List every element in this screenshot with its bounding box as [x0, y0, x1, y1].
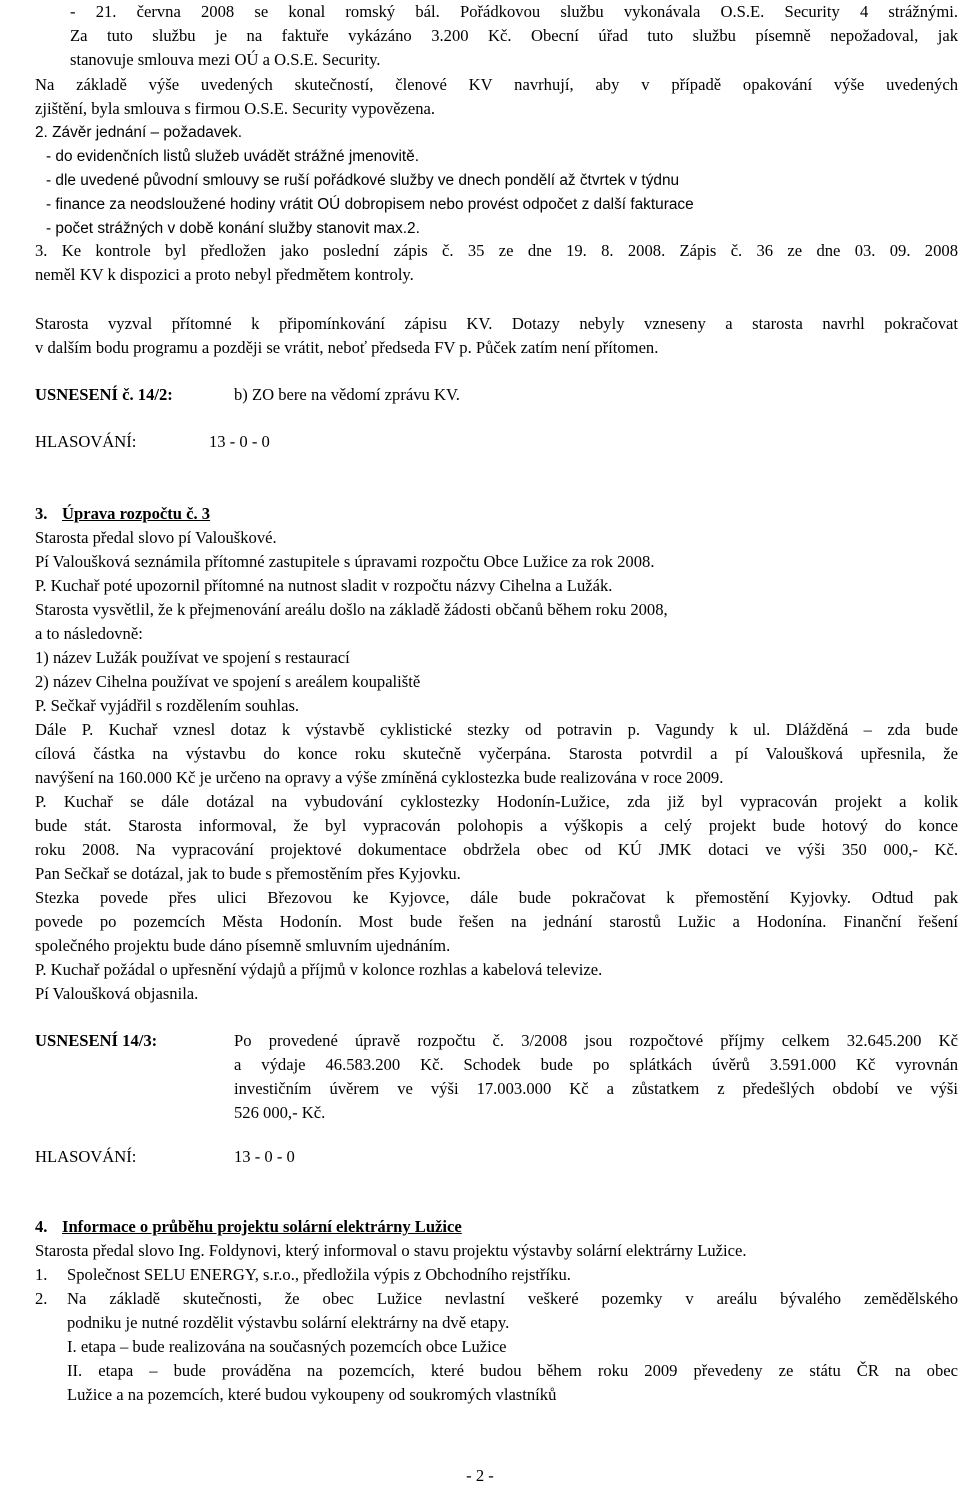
list-item: 1) název Lužák používat ve spojení s restaurací [35, 648, 350, 667]
vote-label: HLASOVÁNÍ: [35, 1147, 137, 1166]
text-line: cílová částka na výstavbu do konce roku skutečně vyčerpána. Starosta potvrdil a pí Valoušková upřesnila, že [35, 744, 958, 763]
text-line: Starosta předal slovo Ing. Foldynovi, který informoval o stavu projektu výstavby solární elektrárny Lužice. [35, 1241, 747, 1260]
resolution-text: investičním úvěrem ve výši 17.003.000 Kč a zůstatkem z předešlých období ve výši [234, 1079, 958, 1098]
list-item: Společnost SELU ENERGY, s.r.o., předložila výpis z Obchodního rejstříku. [67, 1265, 571, 1284]
section-title: Informace o průběhu projektu solární elektrárny Lužice [62, 1217, 462, 1236]
text-line: a to následovně: [35, 624, 143, 643]
vote-label: HLASOVÁNÍ: [35, 432, 137, 451]
text-line: - do evidenčních listů služeb uvádět strážné jmenovitě. [46, 148, 419, 165]
text-line: neměl KV k dispozici a proto nebyl předmětem kontroly. [35, 265, 414, 284]
text-line: - dle uvedené původní smlouvy se ruší pořádkové služby ve dnech pondělí až čtvrtek v týdnu [46, 172, 680, 189]
text-line: Dále P. Kuchař vznesl dotaz k výstavbě cyklistické stezky od potravin p. Vagundy k ul. Dlážděná – zda bude [35, 720, 958, 739]
vote-result: 13 - 0 - 0 [234, 1147, 295, 1166]
resolution-text: a výdaje 46.583.200 Kč. Schodek bude po splátkách úvěrů 3.591.000 Kč vyrovnán [234, 1055, 958, 1074]
list-item: Na základě skutečnosti, že obec Lužice nevlastní veškeré pozemky v areálu bývalého zemědělského [67, 1289, 958, 1308]
list-item: 2) název Cihelna používat ve spojení s areálem koupaliště [35, 672, 421, 691]
resolution-text: b) ZO bere na vědomí zprávu KV. [234, 385, 460, 404]
list-item-continuation: I. etapa – bude realizována na současných pozemcích obce Lužice [67, 1337, 507, 1356]
list-number: 2. [35, 1289, 48, 1308]
text-line: P. Sečkař vyjádřil s rozdělením souhlas. [35, 696, 300, 715]
vote-result: 13 - 0 - 0 [209, 432, 270, 451]
section-title: Úprava rozpočtu č. 3 [62, 504, 211, 523]
list-number: 1. [35, 1265, 48, 1284]
text-line: povede po pozemcích Města Hodonín. Most bude řešen na jednání starostů Lužic a Hodonína. Finanční řešení [35, 912, 958, 931]
text-line: Za tuto službu je na faktuře vykázáno 3.200 Kč. Obecní úřad tuto službu písemně nepožadoval, jak [70, 26, 958, 45]
text-line: Pí Valoušková seznámila přítomné zastupitele s úpravami rozpočtu Obce Lužice za rok 2008. [35, 552, 655, 571]
text-line: Starosta vysvětlil, že k přejmenování areálu došlo na základě žádosti občanů během roku 2008, [35, 600, 668, 619]
resolution-text: Po provedené úpravě rozpočtu č. 3/2008 jsou rozpočtové příjmy celkem 32.645.200 Kč [234, 1031, 958, 1050]
list-item-continuation: podniku je nutné rozdělit výstavbu solární elektrárny na dvě etapy. [67, 1313, 510, 1332]
text-line: - počet strážných v době konání služby stanovit max.2. [46, 220, 420, 237]
text-line: navýšení na 160.000 Kč je určeno na opravy a výše zmíněná cyklostezka bude realizována v roce 2009. [35, 768, 724, 787]
text-line: zjištění, byla smlouva s firmou O.S.E. Security vypovězena. [35, 99, 436, 118]
text-line: P. Kuchař poté upozornil přítomné na nutnost sladit v rozpočtu názvy Cihelna a Lužák. [35, 576, 613, 595]
list-item-continuation: Lužice a na pozemcích, které budou vykoupeny od soukromých vlastníků [67, 1385, 557, 1404]
text-line: Stezka povede přes ulici Březovou ke Kyjovce, dále bude pokračovat k přemostění Kyjovky. Odtud pak [35, 888, 958, 907]
resolution-text: 526 000,- Kč. [234, 1103, 326, 1122]
text-line: Pí Valoušková objasnila. [35, 984, 199, 1003]
text-line: P. Kuchař požádal o upřesnění výdajů a příjmů v kolonce rozhlas a kabelová televize. [35, 960, 603, 979]
resolution-label: USNESENÍ č. 14/2: [35, 385, 173, 404]
page-number: - 2 - [466, 1466, 494, 1485]
list-item-continuation: II. etapa – bude prováděna na pozemcích, které budou během roku 2009 převedeny ze státu ČR na obec [67, 1361, 958, 1380]
text-line: 2. Závěr jednání – požadavek. [35, 124, 243, 141]
section-number: 3. [35, 504, 48, 523]
text-line: Starosta předal slovo pí Valouškové. [35, 528, 277, 547]
text-line: roku 2008. Na vypracování projektové dokumentace obdržela obec od KÚ JMK dotaci ve výši 350 000,- Kč. [35, 840, 958, 859]
text-line: - 21. června 2008 se konal romský bál. Pořádkovou službu vykonávala O.S.E. Security 4 strážnými. [70, 2, 958, 21]
text-line: v dalším bodu programu a později se vrátit, neboť předseda FV p. Půček zatím není přítomen. [35, 338, 659, 357]
text-line: 3. Ke kontrole byl předložen jako poslední zápis č. 35 ze dne 19. 8. 2008. Zápis č. 36 ze dne 03. 09. 2008 [35, 241, 958, 260]
text-line: Starosta vyzval přítomné k připomínkování zápisu KV. Dotazy nebyly vzneseny a starosta navrhl pokračovat [35, 314, 958, 333]
section-number: 4. [35, 1217, 48, 1236]
resolution-label: USNESENÍ 14/3: [35, 1031, 158, 1050]
text-line: P. Kuchař se dále dotázal na vybudování cyklostezky Hodonín-Lužice, zda již byl vypracován projekt a kolik [35, 792, 958, 811]
text-line: Pan Sečkař se dotázal, jak to bude s přemostěním přes Kyjovku. [35, 864, 461, 883]
text-line: bude stát. Starosta informoval, že byl vypracován polohopis a výškopis a celý projekt bude hotový do konce [35, 816, 958, 835]
text-line: společného projektu bude dáno písemně smluvním ujednáním. [35, 936, 451, 955]
text-line: stanovuje smlouva mezi OÚ a O.S.E. Security. [70, 50, 381, 69]
text-line: Na základě výše uvedených skutečností, členové KV navrhují, aby v případě opakování výše uvedených [35, 75, 958, 94]
text-line: - finance za neodsloužené hodiny vrátit OÚ dobropisem nebo provést odpočet z další fakturace [46, 196, 694, 213]
